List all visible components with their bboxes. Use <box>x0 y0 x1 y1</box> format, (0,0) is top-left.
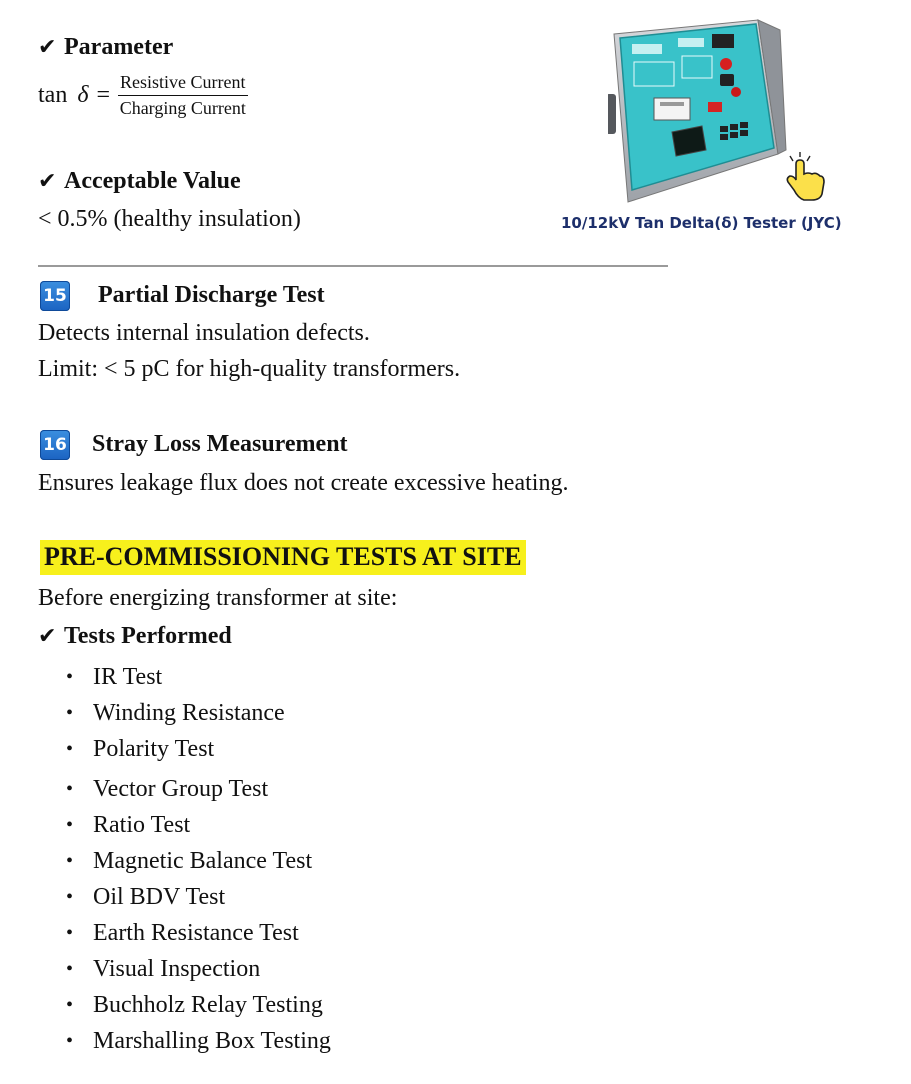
bullet-dot-icon: • <box>66 738 74 760</box>
test-16-title: Stray Loss Measurement <box>92 430 348 457</box>
check-mark-icon: ✔ <box>38 624 57 649</box>
test-item-label: Buchholz Relay Testing <box>93 992 323 1018</box>
list-item <box>66 843 331 879</box>
tests-performed-text: Tests Performed <box>64 623 232 649</box>
list-item <box>66 951 331 987</box>
number-badge-16-icon: 16 <box>40 430 70 460</box>
test-15-title: Partial Discharge Test <box>98 281 325 308</box>
formula-denominator: Charging Current <box>119 98 246 118</box>
formula-lhs: tan <box>38 82 68 108</box>
list-item <box>66 695 331 731</box>
test-item-label: Earth Resistance Test <box>93 920 299 946</box>
bullet-dot-icon: • <box>66 886 74 908</box>
list-item <box>66 879 331 915</box>
pointing-hand-icon <box>787 152 824 200</box>
bullet-dot-icon: • <box>66 778 74 800</box>
check-mark-icon: ✔ <box>38 35 57 60</box>
number-badge-15-icon: 15 <box>40 281 70 311</box>
bullet-dot-icon: • <box>66 958 74 980</box>
test-item-label: Marshalling Box Testing <box>93 1028 331 1054</box>
check-mark-icon: ✔ <box>38 169 57 194</box>
bullet-dot-icon: • <box>66 850 74 872</box>
tester-caption: 10/12kV Tan Delta(δ) Tester (JYC) <box>561 214 842 232</box>
formula-fraction <box>118 72 247 119</box>
bullet-dot-icon: • <box>66 994 74 1016</box>
test-item-label: IR Test <box>93 664 163 690</box>
bullet-dot-icon: • <box>66 1030 74 1052</box>
tests-performed-heading <box>38 623 232 650</box>
tan-delta-tester-image <box>608 14 830 204</box>
precommissioning-intro: Before energizing transformer at site: <box>38 585 398 611</box>
test-item-label: Ratio Test <box>93 812 191 838</box>
test-15-description: Detects internal insulation defects. <box>38 320 370 346</box>
bullet-dot-icon: • <box>66 702 74 724</box>
bullet-dot-icon: • <box>66 666 74 688</box>
test-item-label: Winding Resistance <box>93 700 285 726</box>
list-item <box>66 1023 331 1059</box>
parameter-heading-text: Parameter <box>64 34 174 60</box>
list-item <box>66 771 331 807</box>
precommissioning-heading <box>40 542 526 572</box>
formula-equals: = <box>96 82 111 108</box>
test-item-label: Vector Group Test <box>93 776 269 802</box>
bullet-dot-icon: • <box>66 814 74 836</box>
test-item-label: Visual Inspection <box>93 956 261 982</box>
list-item <box>66 807 331 843</box>
test-16-heading <box>40 430 348 460</box>
test-16-description: Ensures leakage flux does not create excessive heating. <box>38 470 569 496</box>
test-item-label: Magnetic Balance Test <box>93 848 313 874</box>
parameter-heading <box>38 34 173 61</box>
bullet-dot-icon: • <box>66 922 74 944</box>
list-item <box>66 987 331 1023</box>
list-item <box>66 659 331 695</box>
list-item <box>66 731 331 771</box>
tests-performed-list <box>66 659 331 1059</box>
formula-delta: δ <box>77 82 89 108</box>
formula-numerator: Resistive Current <box>118 72 247 96</box>
test-item-label: Oil BDV Test <box>93 884 226 910</box>
section-divider <box>38 265 668 267</box>
test-15-heading <box>40 281 325 311</box>
test-item-label: Polarity Test <box>93 736 215 762</box>
tan-delta-formula <box>38 72 248 119</box>
list-item <box>66 915 331 951</box>
test-15-limit: Limit: < 5 pC for high-quality transformers. <box>38 356 461 382</box>
acceptable-heading <box>38 168 241 195</box>
acceptable-value: < 0.5% (healthy insulation) <box>38 206 301 232</box>
precommissioning-title: PRE-COMMISSIONING TESTS AT SITE <box>40 540 526 575</box>
acceptable-heading-text: Acceptable Value <box>64 168 241 194</box>
